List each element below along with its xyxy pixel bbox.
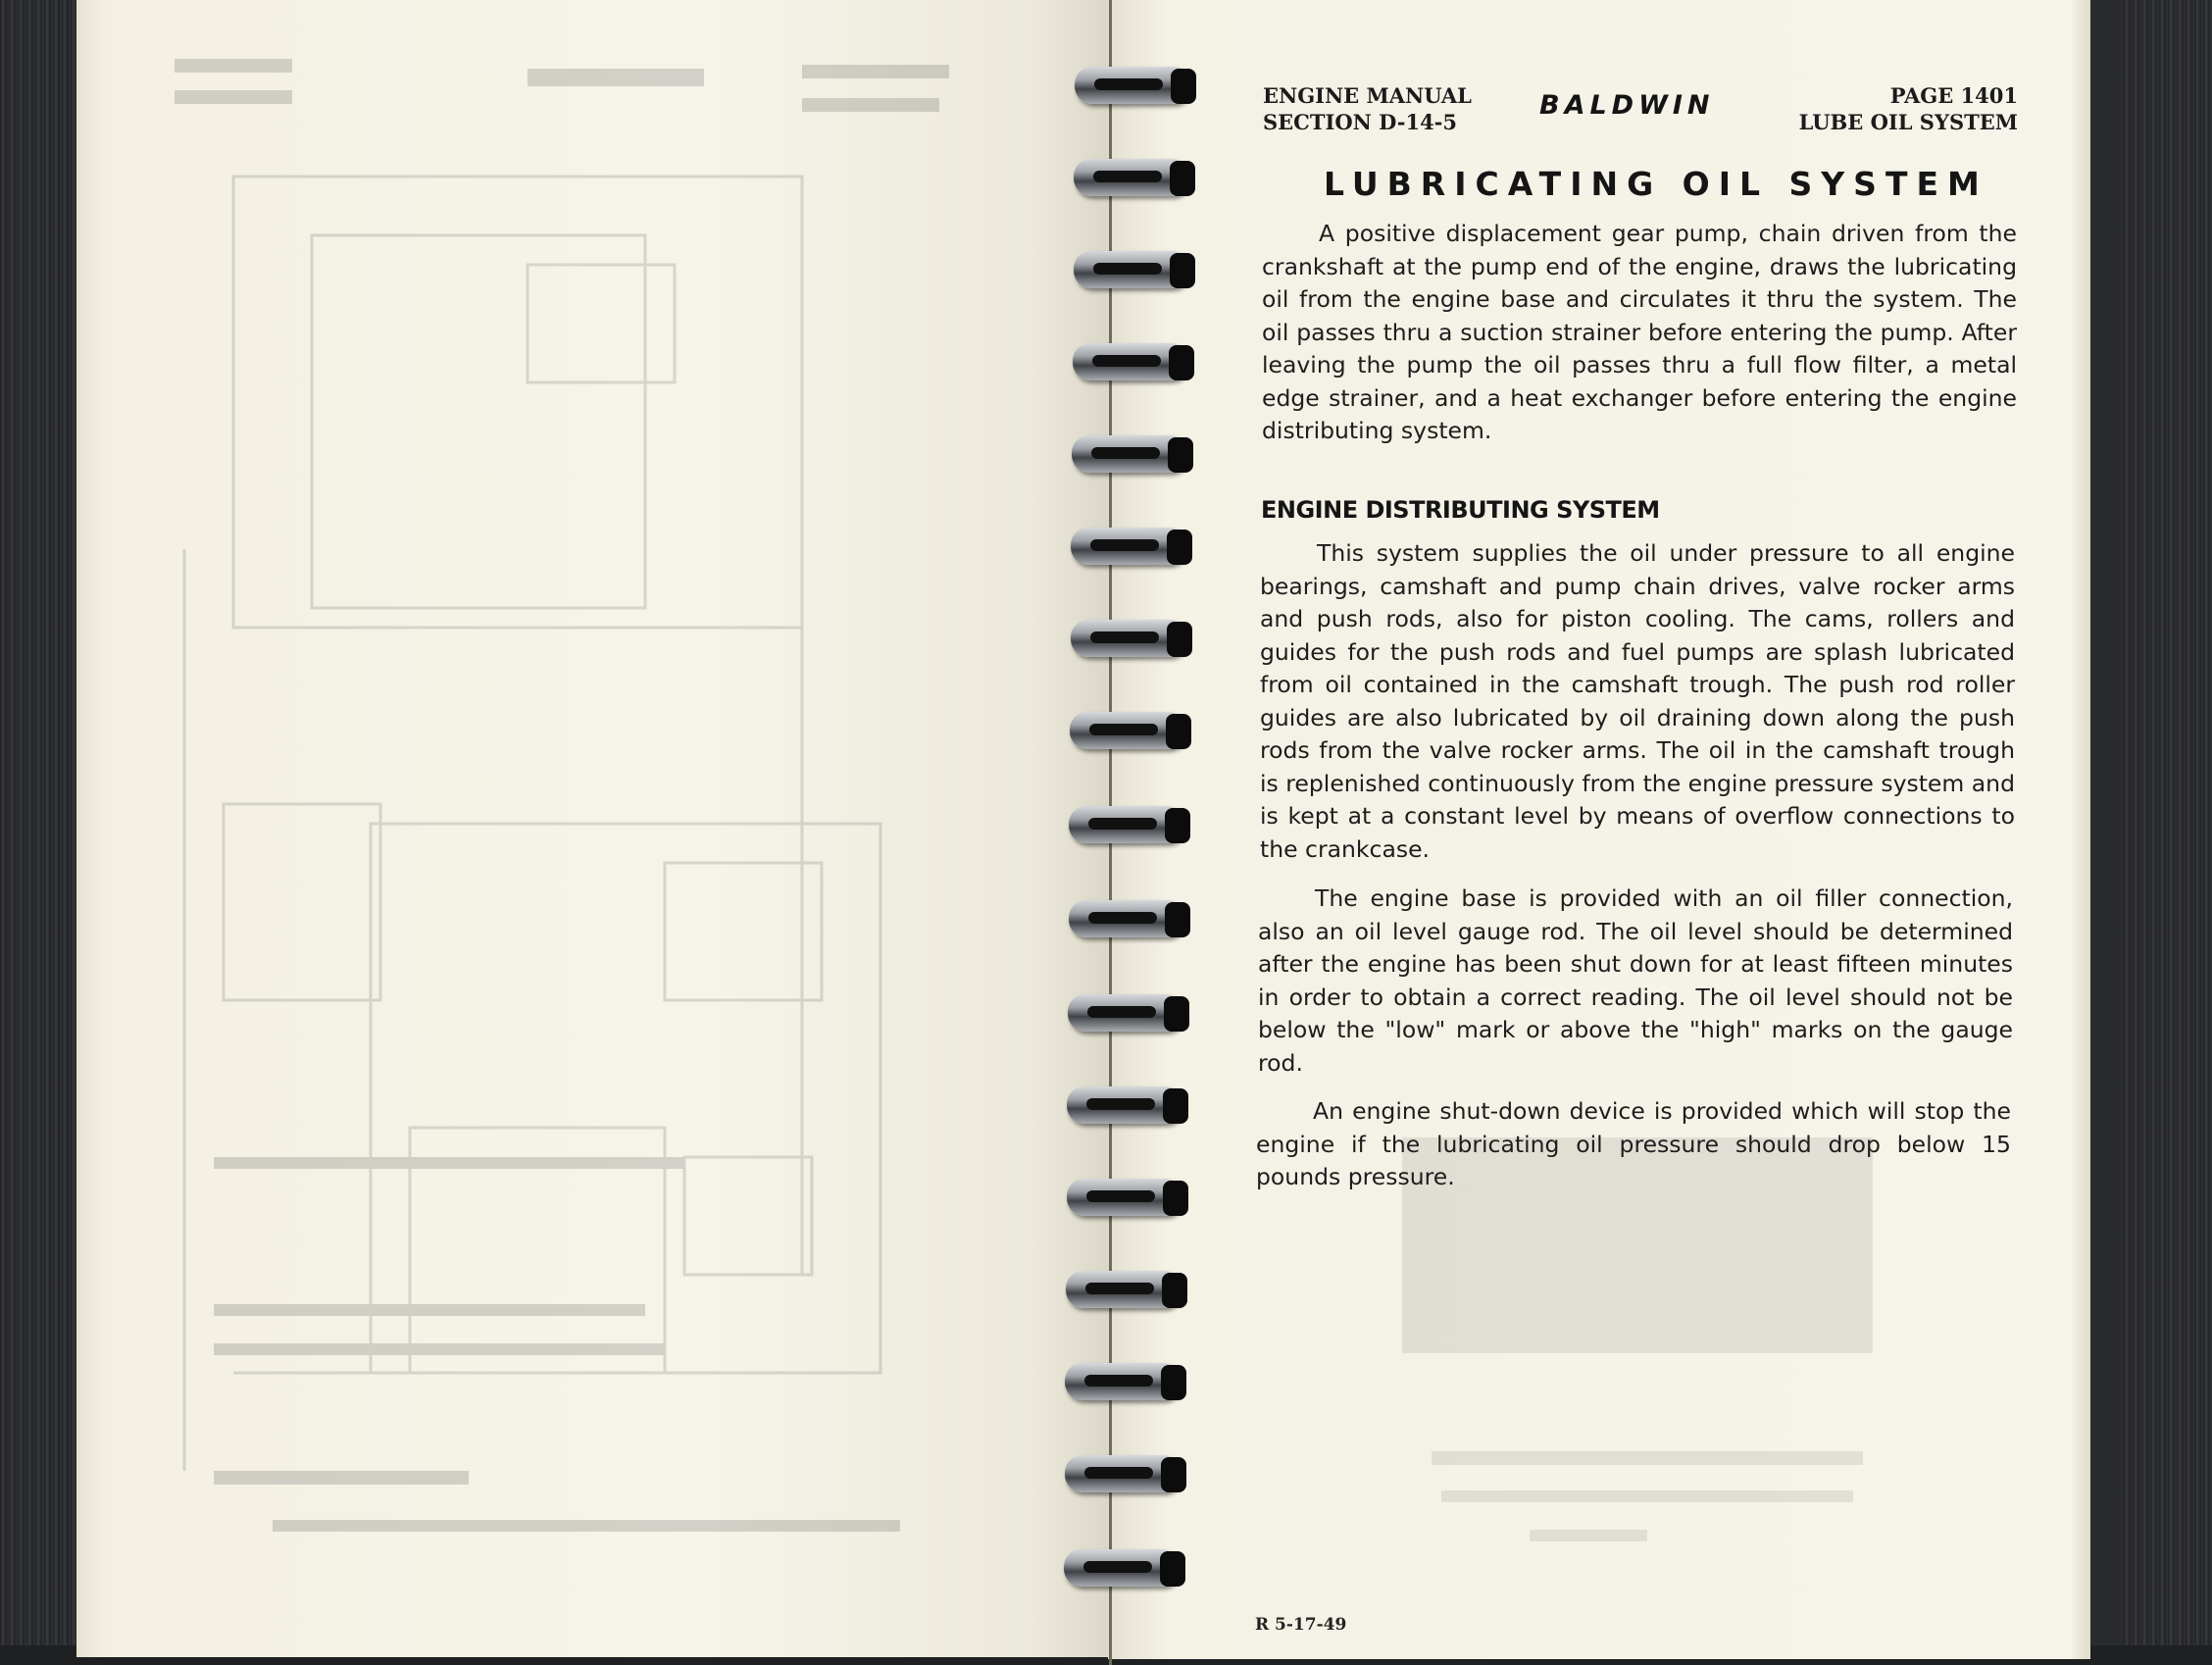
paragraph-shutdown: An engine shut-down device is provided which will stop the engine if the lubricating oil pressure should drop below 15 pounds pressure. bbox=[1256, 1097, 2011, 1190]
binding-ring bbox=[1061, 1083, 1188, 1128]
binding-ring bbox=[1069, 63, 1196, 108]
binding-ring bbox=[1067, 339, 1194, 384]
brand-name: BALDWIN bbox=[1539, 90, 1715, 121]
manual-name: ENGINE MANUAL bbox=[1263, 83, 1472, 108]
bleed-text-bar-5 bbox=[802, 98, 939, 112]
revision-code: R 5-17-49 bbox=[1255, 1615, 1347, 1635]
binding-ring bbox=[1065, 616, 1192, 661]
binding-ring bbox=[1068, 155, 1195, 200]
section-heading: ENGINE DISTRIBUTING SYSTEM bbox=[1261, 496, 1660, 524]
left-page bbox=[76, 0, 1116, 1657]
spiral-binding bbox=[1039, 0, 1196, 1665]
background-right bbox=[2124, 0, 2212, 1665]
binding-ring bbox=[1064, 708, 1191, 753]
bleed-text-bar-1 bbox=[175, 59, 292, 73]
page-title: LUBRICATING OIL SYSTEM bbox=[1324, 165, 1988, 203]
bleed-text-bar-4 bbox=[802, 65, 949, 78]
bleed-text-bar-2 bbox=[175, 90, 292, 104]
bleed-box-1 bbox=[233, 177, 802, 628]
binding-ring bbox=[1063, 802, 1190, 847]
header-right bbox=[1686, 82, 2018, 135]
binding-ring bbox=[1066, 431, 1193, 477]
bleed-text-bar-8 bbox=[214, 1343, 665, 1355]
bleed-box-6 bbox=[665, 863, 822, 1000]
right-bleed-bar-2 bbox=[1441, 1490, 1853, 1502]
binding-ring bbox=[1065, 524, 1192, 569]
binding-ring bbox=[1058, 1545, 1185, 1590]
paragraph-distributing: This system supplies the oil under pressure to all engine bearings, camshaft and pump chain drives, valve rocker arms and push rods, also for piston cooling. The cams, rollers and guides for the push rods and fuel pumps are splash lubricated from oil contained in the camshaft trough. The push rod roller guides are also lubricated by oil draining down along the push rods from the valve rocker arms. The oil in the camshaft trough is replenished continuously from the engine pressure system and is kept at a constant level by means of overflow connections to the crankcase. bbox=[1260, 539, 2015, 863]
bleed-through-diagram bbox=[76, 0, 1116, 1657]
binding-ring bbox=[1062, 990, 1189, 1035]
section-number: SECTION D-14-5 bbox=[1263, 110, 1458, 134]
binding-ring bbox=[1059, 1359, 1186, 1404]
right-bleed-bar-3 bbox=[1530, 1530, 1647, 1541]
paragraph-intro: A positive displacement gear pump, chain driven from the crankshaft at the pump end of the engine, draws the lubricating oil from the engine base and circulates it thru the system. The oil passes thru a suction strainer before entering the pump. After leaving the pump the oil passes thru a full flow filter, a metal edge strainer, and a heat exchanger before entering the engine distributing system. bbox=[1262, 220, 2017, 444]
bleed-box-8 bbox=[684, 1157, 812, 1275]
system-name: LUBE OIL SYSTEM bbox=[1798, 110, 2018, 134]
binding-ring bbox=[1068, 247, 1195, 292]
right-bleed-bar-1 bbox=[1432, 1451, 1863, 1465]
bleed-text-bar-9 bbox=[214, 1471, 469, 1485]
binding-ring bbox=[1060, 1267, 1187, 1312]
header-left bbox=[1263, 82, 1472, 135]
bleed-text-bar-7 bbox=[214, 1304, 645, 1316]
page-number: PAGE 1401 bbox=[1889, 83, 2018, 108]
bleed-text-bar-6 bbox=[214, 1157, 684, 1169]
bleed-box-4 bbox=[224, 804, 380, 1000]
binding-ring bbox=[1063, 896, 1190, 941]
right-page-edge bbox=[2073, 0, 2090, 1659]
bleed-text-bar-10 bbox=[273, 1520, 900, 1532]
bleed-box-5 bbox=[371, 824, 880, 1373]
bleed-box-2 bbox=[312, 235, 645, 608]
binding-ring bbox=[1059, 1451, 1186, 1496]
bleed-text-bar-3 bbox=[528, 69, 704, 86]
paragraph-engine-base: The engine base is provided with an oil filler connection, also an oil level gauge rod. The oil level should be determined after the engine has been shut down for at least fifteen minutes in order to obtain a correct reading. The oil level should not be below the "low" mark or above the "high" marks on the gauge rod. bbox=[1258, 884, 2013, 1077]
bleed-box-3 bbox=[528, 265, 675, 382]
binding-ring bbox=[1061, 1175, 1188, 1220]
